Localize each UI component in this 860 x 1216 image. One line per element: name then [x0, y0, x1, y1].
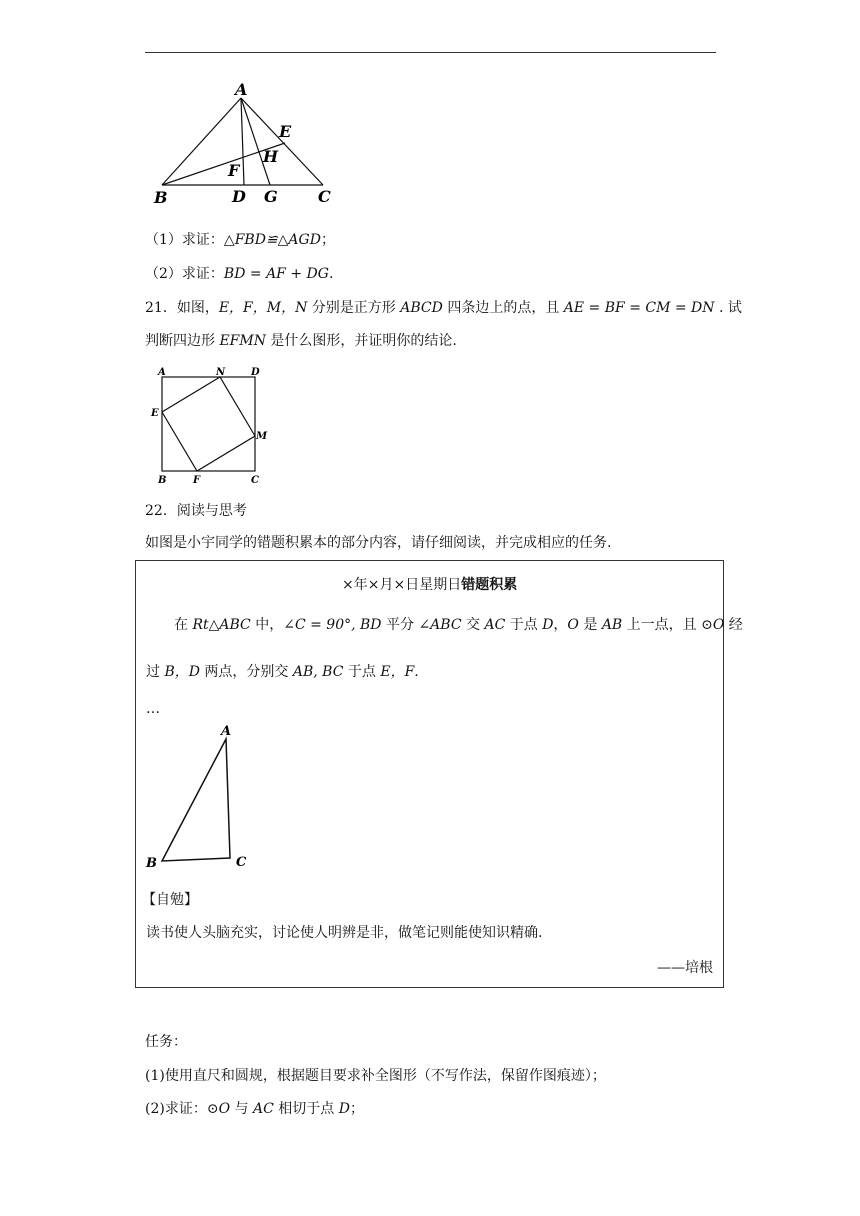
box-paragraph-line1: 在 Rt△ABC 中，∠C = 90°, BD 平分 ∠ABC 交 AC 于点 D，O 是 AB 上一点，且 ⊙O 经 [174, 617, 743, 633]
q21-label-A: A [158, 367, 166, 378]
q22-intro: 如图是小宇同学的错题积累本的部分内容，请仔细阅读，并完成相应的任务. [145, 535, 612, 551]
q20-label-F: F [228, 161, 240, 180]
q21-label-M: M [256, 431, 268, 442]
motto-author: ——培根 [657, 960, 713, 976]
q21-line1: 21．如图，E，F，M，N 分别是正方形 ABCD 四条边上的点，且 AE = BF = CM = DN . 试 [145, 300, 742, 316]
q20-part1-formula: △FBD≌△AGD [223, 232, 321, 248]
q21-label-E: E [151, 408, 159, 419]
box-date-line: ×年×月×日星期日错题积累 [342, 577, 518, 593]
q20-label-B: B [154, 188, 168, 207]
box-ellipsis: … [146, 701, 160, 717]
tasks-label: 任务： [145, 1034, 187, 1050]
q20-label-H: H [263, 147, 279, 166]
header-rule [145, 52, 716, 53]
q20-label-A: A [235, 80, 248, 99]
q21-label-C: C [251, 475, 259, 486]
q22-title: 22．阅读与思考 [145, 503, 247, 519]
q22-label-A: A [221, 724, 232, 739]
q21-label-D: D [251, 367, 260, 378]
motto-text: 读书使人头脑充实，讨论使人明辨是非，做笔记则能使知识精确. [146, 925, 543, 941]
notebook-box [135, 560, 743, 988]
q21-label-B: B [158, 475, 167, 486]
q22-label-B: B [146, 856, 157, 871]
q21-label-F: F [193, 475, 201, 486]
q20-part1: （1）求证：△FBD≌△AGD； [145, 232, 335, 248]
motto-title: 【自勉】 [142, 892, 198, 908]
q20-triangle-figure [140, 78, 340, 208]
box-paragraph-line2: 过 B，D 两点，分别交 AB, BC 于点 E，F. [146, 664, 419, 680]
q20-label-E: E [279, 122, 292, 141]
q20-label-D: D [232, 187, 246, 206]
q20-part2-formula: BD = AF + DG [223, 266, 329, 282]
q21-label-N: N [216, 367, 226, 378]
q20-part2: （2）求证：BD = AF + DG. [145, 266, 334, 282]
q20-label-G: G [264, 187, 278, 206]
q21-line2: 判断四边形 EFMN 是什么图形，并证明你的结论. [145, 333, 457, 349]
q22-triangle-figure [141, 725, 261, 871]
q22-label-C: C [236, 855, 247, 870]
q20-label-C: C [318, 187, 331, 206]
task-1: (1)使用直尺和圆规，根据题目要求补全图形（不写作法，保留作图痕迹）； [145, 1068, 606, 1084]
q21-square-figure [148, 366, 278, 484]
task-2: (2)求证：⊙O 与 AC 相切于点 D； [145, 1101, 364, 1117]
